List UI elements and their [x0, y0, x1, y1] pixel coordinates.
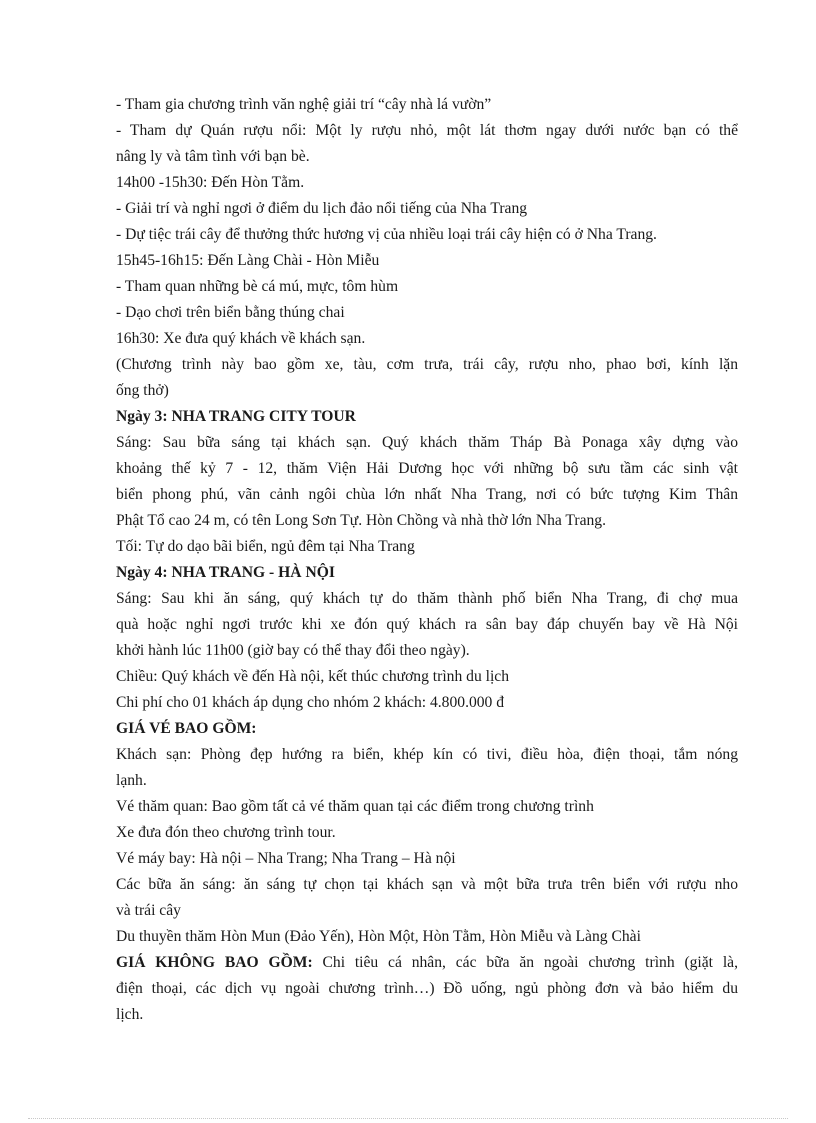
day-4-heading: Ngày 4: NHA TRANG - HÀ NỘI — [116, 564, 335, 581]
schedule-time: 15h45-16h15: Đến Làng Chài - Hòn Miễu — [116, 252, 380, 269]
paragraph-line: Sáng: Sau bữa sáng tại khách sạn. Quý khách thăm Tháp Bà Ponaga xây dựng vào — [116, 434, 738, 451]
paragraph: Vé máy bay: Hà nội – Nha Trang; Nha Trang – Hà nội — [116, 850, 456, 867]
document-body — [116, 92, 738, 1028]
paragraph-line: và trái cây — [116, 902, 181, 919]
paragraph-line: lịch. — [116, 1006, 144, 1023]
paragraph-line: điện thoại, các dịch vụ ngoài chương trình…) Đồ uống, ngủ phòng đơn và bảo hiểm du — [116, 980, 738, 997]
paragraph-line: lạnh. — [116, 772, 147, 789]
paragraph-line: Các bữa ăn sáng: ăn sáng tự chọn tại khách sạn và một bữa trưa trên biển với rượu nho — [116, 876, 738, 893]
paragraph-line: biển phong phú, vãn cảnh ngôi chùa lớn nhất Nha Trang, nơi có bức tượng Kim Thân — [116, 486, 738, 503]
paragraph: Tối: Tự do dạo bãi biển, ngủ đêm tại Nha Trang — [116, 538, 415, 555]
paragraph-line: khởi hành lúc 11h00 (giờ bay có thể thay đổi theo ngày). — [116, 642, 470, 659]
price-line: Chi phí cho 01 khách áp dụng cho nhóm 2 khách: 4.800.000 đ — [116, 694, 505, 711]
paragraph-line: Khách sạn: Phòng đẹp hướng ra biển, khép kín có tivi, điều hòa, điện thoại, tắm nóng — [116, 746, 738, 763]
page-bottom-divider — [28, 1118, 788, 1119]
price-excludes-line — [116, 950, 738, 976]
price-excludes-heading: GIÁ KHÔNG BAO GỒM: — [116, 954, 313, 971]
paragraph: Vé thăm quan: Bao gồm tất cả vé thăm quan tại các điểm trong chương trình — [116, 798, 594, 815]
schedule-time: 16h30: Xe đưa quý khách về khách sạn. — [116, 330, 366, 347]
paragraph: - Dạo chơi trên biển bằng thúng chai — [116, 304, 345, 321]
price-includes-heading: GIÁ VÉ BAO GỒM: — [116, 720, 257, 737]
paragraph-line: quà hoặc nghỉ ngơi trước khi xe đón quý khách ra sân bay đáp chuyến bay về Hà Nội — [116, 616, 738, 633]
paragraph: - Dự tiệc trái cây để thưởng thức hương vị của nhiều loại trái cây hiện có ở Nha Trang. — [116, 226, 657, 243]
paragraph-line: Sáng: Sau khi ăn sáng, quý khách tự do thăm thành phố biển Nha Trang, đi chợ mua — [116, 590, 738, 607]
paragraph: Xe đưa đón theo chương trình tour. — [116, 824, 336, 841]
paragraph: Chiều: Quý khách về đến Hà nội, kết thúc chương trình du lịch — [116, 668, 510, 685]
paragraph-line: (Chương trình này bao gồm xe, tàu, cơm trưa, trái cây, rượu nho, phao bơi, kính lặn — [116, 356, 738, 373]
paragraph: Du thuyền thăm Hòn Mun (Đảo Yến), Hòn Một, Hòn Tằm, Hòn Miễu và Làng Chài — [116, 928, 641, 945]
paragraph-line: khoảng thế kỷ 7 - 12, thăm Viện Hải Dương học với những bộ sưu tầm các sinh vật — [116, 460, 738, 477]
paragraph-line: - Tham dự Quán rượu nổi: Một ly rượu nhỏ, một lát thơm ngay dưới nước bạn có thể — [116, 122, 738, 139]
paragraph: - Tham gia chương trình văn nghệ giải trí “cây nhà lá vườn” — [116, 96, 492, 113]
price-excludes-text: Chi tiêu cá nhân, các bữa ăn ngoài chương trình (giặt là, — [312, 954, 738, 971]
paragraph-line: Phật Tổ cao 24 m, có tên Long Sơn Tự. Hòn Chồng và nhà thờ lớn Nha Trang. — [116, 512, 606, 529]
paragraph: - Giải trí và nghỉ ngơi ở điểm du lịch đảo nổi tiếng của Nha Trang — [116, 200, 528, 217]
schedule-time: 14h00 -15h30: Đến Hòn Tằm. — [116, 174, 305, 191]
day-3-heading: Ngày 3: NHA TRANG CITY TOUR — [116, 408, 356, 425]
paragraph-line: nâng ly và tâm tình với bạn bè. — [116, 148, 310, 165]
paragraph: - Tham quan những bè cá mú, mực, tôm hùm — [116, 278, 399, 295]
paragraph-line: ống thở) — [116, 382, 169, 399]
